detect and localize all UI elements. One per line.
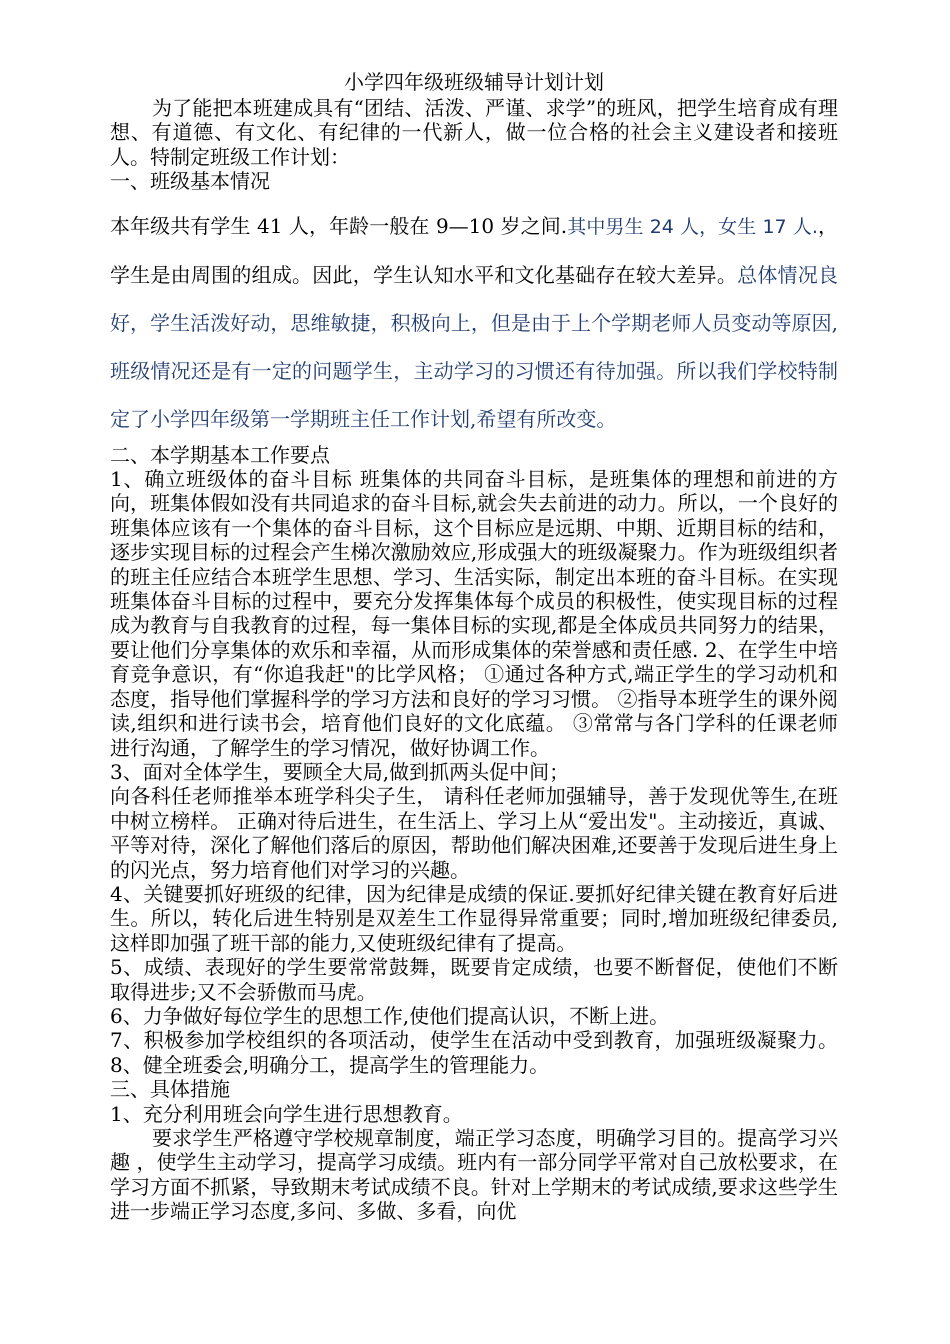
point-7-8-paragraph: 7、积极参加学校组织的各项活动，使学生在活动中受到教育，加强班级凝聚力。 8、健全班委会,明确分工，提高学生的管理能力。 — [110, 1028, 838, 1077]
section-heading-key-points: 二、本学期基本工作要点 — [110, 442, 330, 467]
basic-info-part-d: 总体情况良好，学生活泼好动，思维敏捷，积极向上，但是由于上个学期老师人员变动等原因,班级情况还是有一定的问题学生，主动学习的习惯还有待加强。所以我们学校特制定了小学四年级第一学期班主任工作计划,希望有所改变。 — [110, 262, 839, 431]
basic-info-part-c: ，学生是由周围的组成。因此，学生认知水平和文化基础存在较大差异。 — [110, 213, 838, 287]
document-title: 小学四年级班级辅导计划计划 — [344, 70, 604, 94]
measure-1-heading: 1、充分利用班会向学生进行思想教育。 — [110, 1101, 463, 1126]
section-heading-basic-info: 一、班级基本情况 — [110, 169, 270, 194]
point-5-paragraph: 5、成绩、表现好的学生要常常鼓舞，既要肯定成绩，也要不断督促，使他们不断取得进步;又不会骄傲而马虎。 — [110, 955, 838, 1004]
section-heading-measures: 三、具体措施 — [110, 1077, 230, 1102]
point-6-paragraph: 6、力争做好每位学生的思想工作,使他们提高认识，不断上进。 — [110, 1003, 670, 1028]
intro-paragraph: 为了能把本班建成具有“团结、活泼、严谨、求学”的班风，把学生培育成有理想、有道德、有文化、有纪律的一代新人，做一位合格的社会主义建设者和接班人。特制定班级工作计划： — [110, 96, 838, 169]
point-3-paragraph: 向各科任老师推举本班学科尖子生， 请科任老师加强辅导，善于发现优等生,在班中树立榜样。 正确对待后进生，在生活上、学习上从“爱出发"。主动接近，真诚、平等对待，深化了解他们落后的原因，帮助他们解决困难,还要善于发现后进生身上的闪光点，努力培育他们对学习的兴趣。 — [110, 784, 838, 882]
basic-info-part-a: 本年级共有学生 41 人，年龄一般在 9—10 岁之间. — [110, 213, 568, 238]
basic-info-part-b: 其中男生 24 人，女生 17 人. — [567, 215, 818, 238]
point-3-heading: 3、面对全体学生，要顾全大局,做到抓两头促中间； — [110, 759, 570, 784]
point-4-paragraph: 4、关键要抓好班级的纪律，因为纪律是成绩的保证.要抓好纪律关键在教育好后进生。所以，转化后进生特别是双差生工作显得异常重要；同时,增加班级纪律委员,这样即加强了班干部的能力,又使班级纪律有了提高。 — [110, 881, 838, 955]
point-1-2-paragraph: 1、确立班级体的奋斗目标 班集体的共同奋斗目标，是班集体的理想和前进的方向，班集体假如没有共同追求的奋斗目标,就会失去前进的动力。所以，一个良好的班集体应该有一个集体的奋斗目标，这个目标应是远期、中期、近期目标的结和，逐步实现目标的过程会产生梯次激励效应,形成强大的班级凝聚力。作为班级组织者的班主任应结合本班学生思想、学习、生活实际，制定出本班的奋斗目标。在实现班集体奋斗目标的过程中，要充分发挥集体每个成员的积极性，使实现目标的过程成为教育与自我教育的过程，每一集体目标的实现,都是全体成员共同努力的结果，要让他们分享集体的欢乐和幸福，从而形成集体的荣誉感和责任感. 2、在学生中培育竞争意识，有“你追我赶"的比学风格； ①通过各种方式,端正学生的学习动机和态度，指导他们掌握科学的学习方法和良好的学习习惯。 ②指导本班学生的课外阅读,组织和进行读书会，培育他们良好的文化底蕴。 ③常常与各门学科的任课老师进行沟通，了解学生的学习情况，做好协调工作。 — [110, 467, 838, 760]
basic-info-paragraph — [110, 202, 838, 443]
measure-1-paragraph: 要求学生严格遵守学校规章制度，端正学习态度，明确学习目的。提高学习兴趣 ，使学生主动学习，提高学习成绩。班内有一部分同学平常对自己放松要求，在学习方面不抓紧，导致期末考试成绩不良。针对上学期末的考试成绩,要求这些学生进一步端正学习态度,多问、多做、多看，向优 — [110, 1126, 838, 1224]
